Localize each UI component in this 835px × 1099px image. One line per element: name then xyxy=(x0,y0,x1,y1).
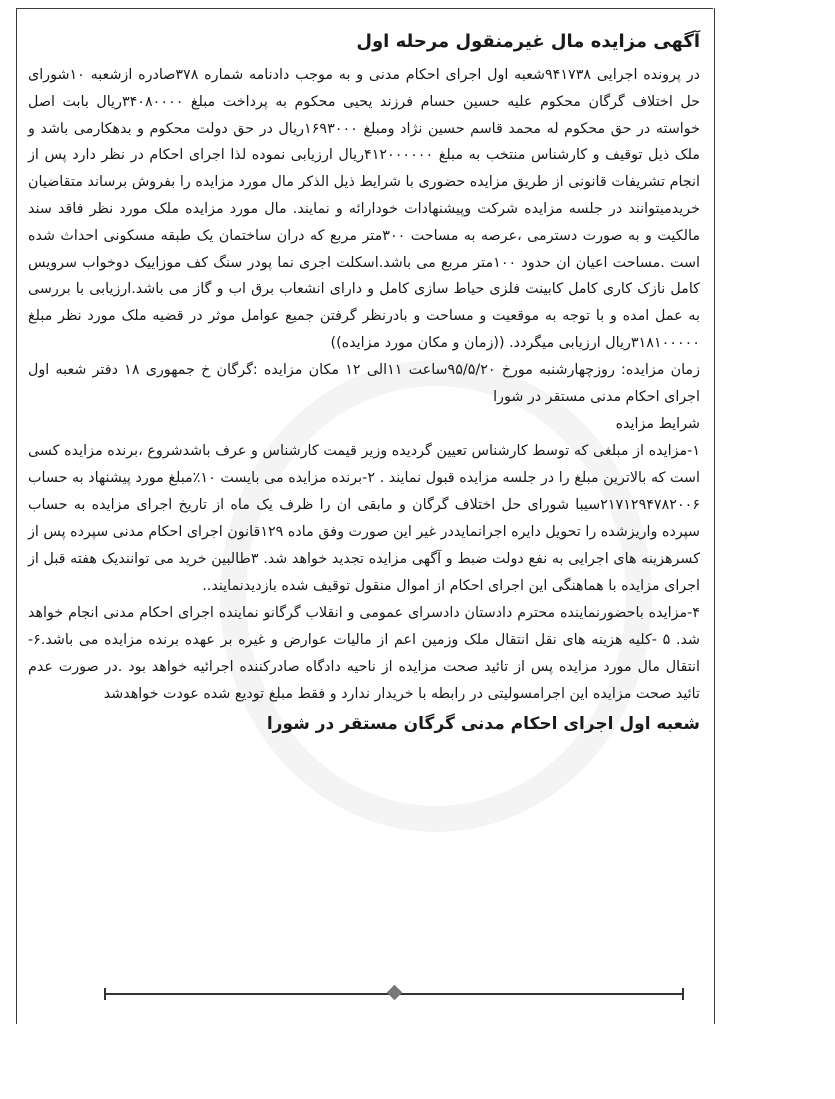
notice-paragraph-case: در پرونده اجرایی ۹۴۱۷۳۸شعبه اول اجرای احکام مدنی و به موجب دادنامه شماره ۳۷۸صادره ازشعبه ۱۰شورای حل اختلاف گرگان محکوم علیه حسین حسام فرزند یحیی محکوم به پرداخت مبلغ ۳۴۰۸۰۰۰۰ریال بابت اصل خواسته در حق محکوم له محمد قاسم حسین نژاد ومبلغ ۱۶۹۳۰۰۰ریال در حق دولت محکوم و بدهکارمی باشد و ملک ذیل توقیف و کارشناس منتخب به مبلغ ۴۱۲۰۰۰۰۰۰ریال ارزیابی نموده لذا اجرای احکام در نظر دارد پس از انجام تشریفات قانونی از طریق مزایده حضوری با شرایط ذیل الذکر مال مورد مزایده را بفروش برساند متقاضیان خریدمیتوانند در جلسه مزایده شرکت وپیشنهادات خودارائه و نمایند. مال مورد مزایده ملک مورد نظر فاقد سند مالکیت و به صورت دسترمی ،عرصه به مساحت ۳۰۰متر مربع که دران ساختمان یک طبقه مسکونی احداث شده است .مساحت اعیان ان حدود ۱۰۰متر مربع می باشد.اسکلت اجری نما پودر سنگ کف موزاییک دوخواب سرویس کامل نازک کاری کامل کابینت فلزی حیاط سازی کامل و دارای انشعاب برق اب و گاز می باشد.ارزیابی با بررسی به عمل امده و با توجه به موقعیت و مساحت و بادرنظر گرفتن جمیع عوامل موثر در قضیه ملک مورد نظر مبلغ ۳۱۸۱۰۰۰۰۰ریال ارزیابی میگردد. ((زمان و مکان مورد مزایده)) xyxy=(28,67,701,351)
divider-end-right xyxy=(682,988,684,1000)
notice-paragraph-conditions: ۱-مزایده از مبلغی که توسط کارشناس تعیین گردیده وزیر قیمت کارشناس و عرف باشدشروع ،برنده مزایده کسی است که بالاترین مبلغ را در جلسه مزایده قبول نمایند . ۲-برنده مزایده می بایست ۱۰٪مبلغ مورد پیشنهاد به حساب ۲۱۷۱۲۹۴۷۸۲۰۰۶سیبا شورای حل اختلاف گرگان و مابقی ان را ظرف یک ماه از تاریخ اجرای مزایده به حساب سپرده واریزشده را تحویل دایره اجرانمایددر غیر این صورت وفق ماده ۱۲۹قانون اجرای احکام مدنی سپرده پس از کسرهزینه های اجرایی به نفع دولت ضبط و آگهی مزایده تجدید خواهد شد. ۳طالبین خرید می توانندیک هفته قبل از اجرای مزایده با هماهنگی این اجرای احکام از اموال منقول توقیف شده بازدیدنمایند.. xyxy=(28,442,700,594)
conditions-heading: شرایط مزایده xyxy=(615,415,700,432)
notice-title: آگهی مزایده مال غیرمنقول مرحله اول xyxy=(356,31,700,52)
footer-divider xyxy=(104,993,684,995)
notice-paragraph-time-place: زمان مزایده: روزچهارشنبه مورخ ۹۵/۵/۲۰ساعت ۱۱الی ۱۲ مکان مزایده :گرگان خ جمهوری ۱۸ دفتر شعبه اول اجرای احکام مدنی مستقر در شورا xyxy=(28,361,700,405)
divider-end-left xyxy=(104,988,106,1000)
notice-paragraph-conditions-2: ۴-مزایده باحضورنماینده محترم دادستان دادسرای عمومی و انقلاب گرگانو نماینده اجرای احکام مدنی انجام خواهد شد. ۵ -کلیه هزینه های نقل انتقال ملک وزمین اعم از مالیات عوارض و غیره بر عهده برنده مزایده می باشد.۶- انتقال مال مورد مزایده پس از تائید صحت مزایده از ناحیه دادگاه صادرکننده اجرائیه خواهد بود .در صورت عدم تائید صحت مزایده این اجرامسولیتی در رابطه با خریدار ندارد و فقط مبلغ تودیع شده عودت خواهدشد xyxy=(28,604,700,702)
notice-content xyxy=(28,30,700,736)
notice-signature: شعبه اول اجرای احکام مدنی گرگان مستقر در شورا xyxy=(266,713,700,734)
